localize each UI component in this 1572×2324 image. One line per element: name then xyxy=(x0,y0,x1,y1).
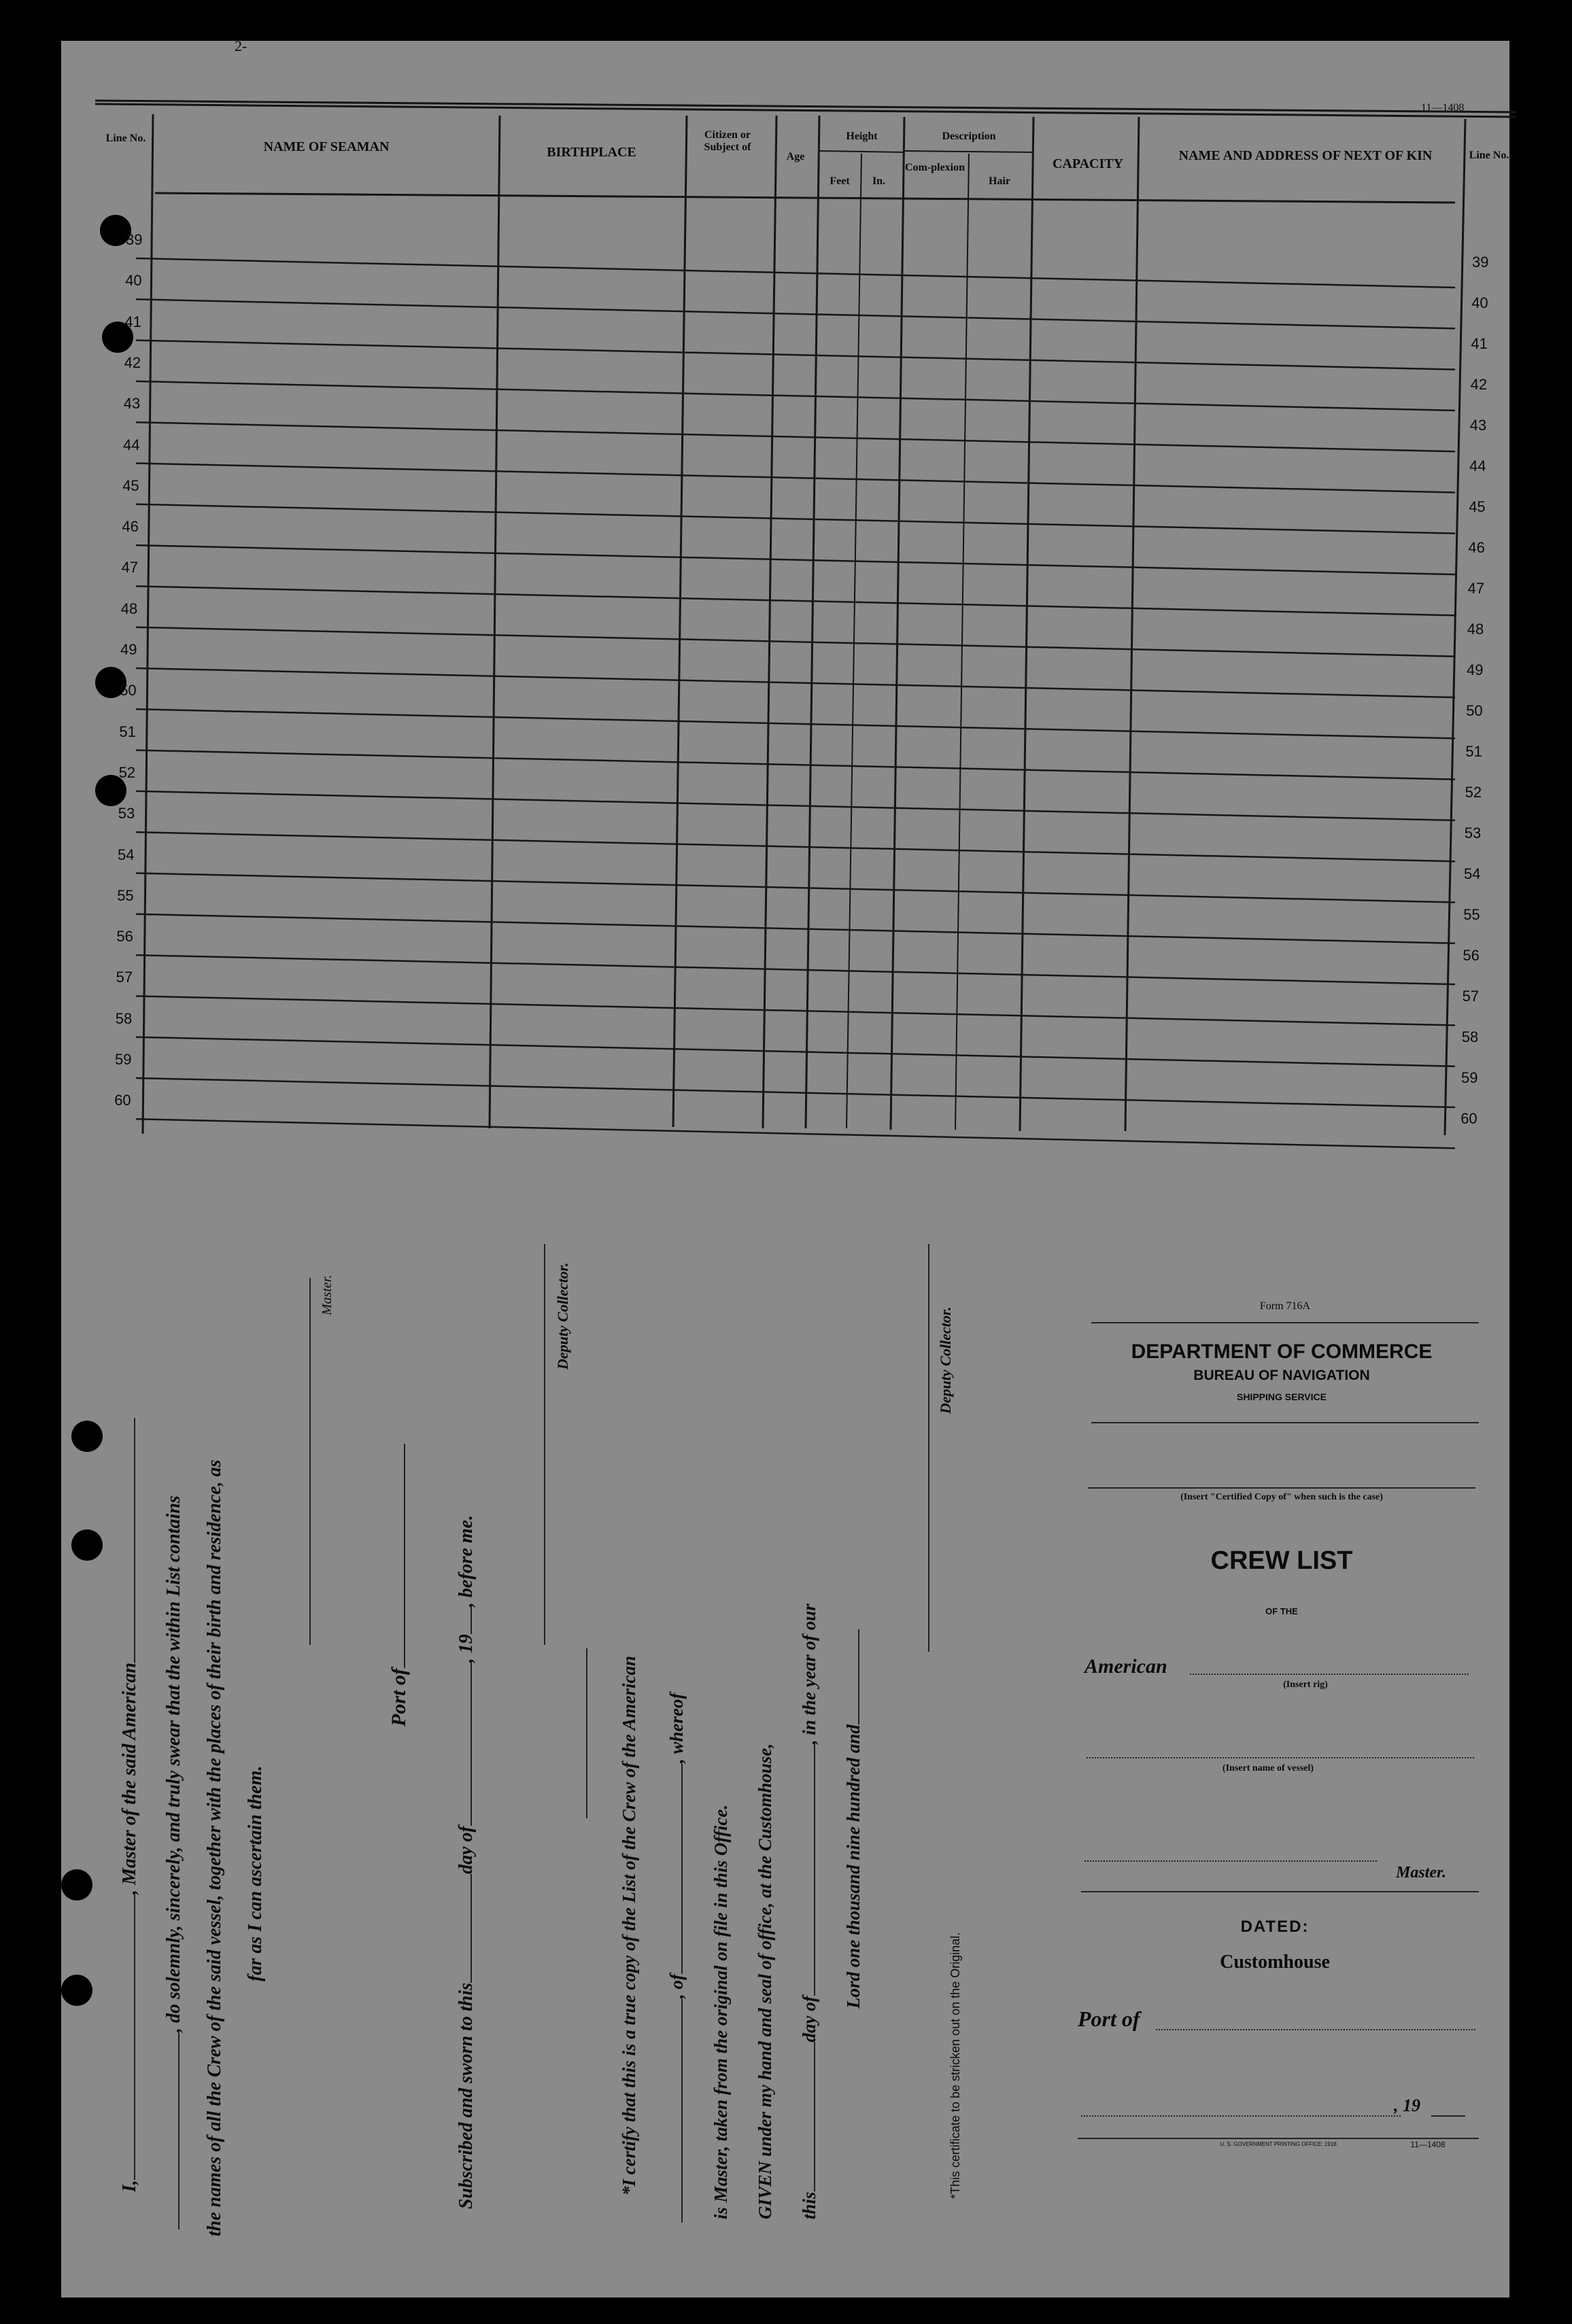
oath-line-2 xyxy=(163,1495,185,2230)
certify-master-text: is Master, taken from the original on file in this Office. xyxy=(711,1804,731,2219)
header-complexion: Com-plexion xyxy=(905,162,965,173)
lord-text: Lord one thousand nine hundred and xyxy=(843,1724,864,2009)
given-text: GIVEN under my hand and seal of office, at the Customhouse, xyxy=(755,1743,775,2219)
line-number-left: 52 xyxy=(118,763,136,781)
form-code-bottom: 11—1408 xyxy=(1410,2140,1446,2149)
line-number-right: 53 xyxy=(1464,825,1482,842)
port-line xyxy=(1156,2029,1475,2030)
certify-text: *I certify that this is a true copy of the List of the Crew of the American xyxy=(619,1656,639,2196)
line-number-right: 54 xyxy=(1464,865,1481,882)
cover-bottom-rule xyxy=(1078,2138,1479,2139)
table-row-line xyxy=(136,750,1455,780)
line-number-left: 56 xyxy=(116,928,133,946)
bureau-title: BUREAU OF NAVIGATION xyxy=(1193,1368,1370,1383)
of-the-label: OF THE xyxy=(1265,1606,1298,1616)
port-of-label xyxy=(388,1444,411,1727)
top-mark: 2- xyxy=(235,37,247,54)
line-number-left: 50 xyxy=(120,682,137,699)
line-number-right: 47 xyxy=(1467,580,1485,597)
line-number-right: 42 xyxy=(1470,376,1488,393)
certificate-footnote: *This certificate to be stricken out on the Original. xyxy=(949,1932,962,2199)
deputy-collector-1: Deputy Collector. xyxy=(554,1262,571,1370)
table-row-line xyxy=(136,422,1455,451)
form-number: Form 716A xyxy=(1259,1300,1311,1312)
given-line xyxy=(755,1744,776,2219)
port-of-cover-label: Port of xyxy=(1078,2007,1140,2031)
line-number-left: 60 xyxy=(114,1092,131,1109)
line-number-left: 57 xyxy=(116,969,133,986)
header-line-no: Line No. xyxy=(105,133,146,144)
oath-i: I, xyxy=(119,2180,140,2192)
line-number-right: 46 xyxy=(1468,539,1485,556)
crew-list-title: CREW LIST xyxy=(1210,1546,1353,1575)
header-name: NAME OF SEAMAN xyxy=(263,139,390,154)
header-kin: NAME AND ADDRESS OF NEXT OF KIN xyxy=(1178,148,1433,163)
line-number-left: 42 xyxy=(124,353,141,371)
subscribed-text: Subscribed and sworn to this xyxy=(456,1983,477,2209)
deputy1-signature-line xyxy=(544,1244,545,1645)
deputy1-short-line xyxy=(586,1648,587,1818)
line-number-left: 58 xyxy=(115,1009,133,1027)
table-row-line xyxy=(136,627,1455,657)
line-number-left: 54 xyxy=(118,846,135,863)
vessel-line xyxy=(1087,1757,1474,1758)
this-day-line xyxy=(799,1603,820,2219)
line-number-left: 46 xyxy=(122,518,139,536)
table-row-line xyxy=(136,709,1455,738)
insert-rig-note: (Insert rig) xyxy=(1283,1680,1328,1690)
punch-hole xyxy=(71,1421,103,1452)
table-row-line xyxy=(136,258,1455,288)
oath-swear: , do solemnly, sincerely, and truly swear that the within List contains xyxy=(163,1495,184,2032)
table-row-line xyxy=(136,545,1455,574)
header-capacity: CAPACITY xyxy=(1052,156,1124,171)
line-number-right: 39 xyxy=(1472,254,1489,271)
master-signature-line xyxy=(309,1278,311,1645)
line-number-right: 40 xyxy=(1471,294,1488,311)
line-number-right: 41 xyxy=(1471,335,1488,352)
table-row-line xyxy=(136,873,1455,903)
line-number-left: 48 xyxy=(120,600,138,617)
line-number-left: 59 xyxy=(115,1051,132,1068)
table-row-line xyxy=(136,955,1455,984)
master-line xyxy=(1084,1860,1377,1862)
cover-top-rule xyxy=(1091,1322,1479,1323)
year-blank xyxy=(1431,2115,1465,2117)
certify-of-line xyxy=(666,1693,687,2223)
oath-line-4 xyxy=(245,1766,267,1981)
punch-hole xyxy=(71,1529,103,1561)
date-year-label: , 19 xyxy=(1394,2096,1420,2115)
header-citizen: Citizen or Subject of xyxy=(704,129,751,153)
punch-hole xyxy=(61,1869,92,1901)
line-number-left: 47 xyxy=(121,559,139,576)
cover-rule-3 xyxy=(1081,1891,1479,1892)
line-number-right: 48 xyxy=(1467,621,1484,638)
cover-master-label: Master. xyxy=(1395,1864,1446,1881)
line-number-right: 43 xyxy=(1469,417,1487,434)
table-row-line xyxy=(136,1037,1455,1066)
this-year-of-our: , in the year of our xyxy=(799,1603,819,1745)
certify-master-line xyxy=(711,1805,732,2219)
header-hair: Hair xyxy=(989,175,1010,187)
table-row-line xyxy=(136,668,1455,697)
subscribed-before-me: , before me. xyxy=(456,1514,477,1608)
department-title: DEPARTMENT OF COMMERCE xyxy=(1131,1340,1433,1363)
customhouse-label: Customhouse xyxy=(1220,1952,1330,1973)
header-birthplace: BIRTHPLACE xyxy=(547,145,636,160)
line-number-left: 53 xyxy=(118,805,135,822)
certify-of: , of xyxy=(666,1974,687,1998)
table-row-line xyxy=(136,996,1455,1025)
table-row-line xyxy=(136,381,1455,411)
line-number-left: 43 xyxy=(123,395,141,413)
header-description: Description xyxy=(942,131,996,142)
certify-line xyxy=(619,1656,640,2196)
line-number-left: 51 xyxy=(119,723,136,740)
cover-rule-2 xyxy=(1091,1422,1479,1423)
table-row-line xyxy=(136,299,1455,328)
subscribed-year: , 19 xyxy=(456,1634,477,1663)
oath-line-3 xyxy=(204,1459,226,2236)
line-number-right: 45 xyxy=(1469,498,1486,515)
oath-line-1 xyxy=(119,1418,141,2192)
form-code-top: 11—1408 xyxy=(1421,102,1465,114)
date-line xyxy=(1081,2115,1401,2117)
line-number-left: 40 xyxy=(125,272,142,290)
line-number-right: 44 xyxy=(1469,457,1486,474)
line-number-right: 50 xyxy=(1466,702,1483,719)
service-title: SHIPPING SERVICE xyxy=(1236,1391,1327,1402)
insert-certified-note: (Insert "Certified Copy of" when such is the case) xyxy=(1180,1492,1383,1502)
line-number-right: 59 xyxy=(1461,1069,1478,1086)
table-row-line xyxy=(136,504,1455,534)
header-line-no-right: Line No. xyxy=(1469,150,1509,161)
line-number-right: 56 xyxy=(1463,947,1480,964)
subscribed-day-of: day of xyxy=(456,1826,477,1874)
insert-vessel-note: (Insert name of vessel) xyxy=(1222,1763,1314,1773)
header-feet: Feet xyxy=(830,175,850,187)
table-row-line xyxy=(136,586,1455,615)
table-row-line xyxy=(136,341,1455,370)
certified-copy-line xyxy=(1088,1487,1475,1489)
line-number-right: 49 xyxy=(1467,661,1484,678)
crew-table-grid xyxy=(0,0,1572,1156)
table-row-line xyxy=(136,1078,1455,1107)
oath-names: the names of all the Crew of the said vessel, together with the places of their birth and residence, as xyxy=(204,1459,225,2236)
header-inches: In. xyxy=(872,175,886,187)
line-number-right: 57 xyxy=(1462,988,1480,1005)
deputy-collector-2: Deputy Collector. xyxy=(937,1306,954,1414)
table-row-line xyxy=(136,464,1455,493)
header-age: Age xyxy=(786,151,805,162)
deputy2-signature-line xyxy=(928,1244,929,1652)
line-number-right: 55 xyxy=(1463,906,1480,923)
master-label: Master. xyxy=(320,1274,335,1315)
line-number-left: 45 xyxy=(122,476,139,494)
this-day-of: day of xyxy=(799,1996,819,2043)
line-number-left: 44 xyxy=(123,436,140,453)
subscribed-line xyxy=(456,1515,477,2209)
this-text: this xyxy=(799,2191,819,2219)
line-number-right: 60 xyxy=(1460,1110,1477,1127)
punch-hole xyxy=(61,1975,92,2006)
table-row-line xyxy=(136,1119,1455,1148)
port-of-text: Port of xyxy=(388,1668,410,1727)
line-number-left: 55 xyxy=(117,886,134,904)
rig-line xyxy=(1190,1673,1469,1675)
certify-whereof: , whereof xyxy=(666,1693,687,1763)
line-number-left: 39 xyxy=(126,231,143,248)
line-number-right: 58 xyxy=(1461,1028,1479,1045)
oath-ascertain: far as I can ascertain them. xyxy=(245,1765,266,1981)
printer-imprint: U. S. GOVERNMENT PRINTING OFFICE: 1918 xyxy=(1220,2141,1337,2147)
header-height: Height xyxy=(846,131,878,142)
line-number-right: 52 xyxy=(1465,784,1482,801)
line-number-right: 51 xyxy=(1465,743,1482,760)
table-row-line xyxy=(136,791,1455,820)
oath-master-american: , Master of the said American xyxy=(119,1662,140,1895)
dated-label: DATED: xyxy=(1240,1918,1310,1936)
table-row-line xyxy=(136,914,1455,943)
line-number-left: 49 xyxy=(120,641,137,658)
american-label: American xyxy=(1084,1655,1167,1678)
lord-line xyxy=(843,1629,864,2009)
line-number-left: 41 xyxy=(124,313,141,330)
table-row-line xyxy=(136,832,1455,861)
